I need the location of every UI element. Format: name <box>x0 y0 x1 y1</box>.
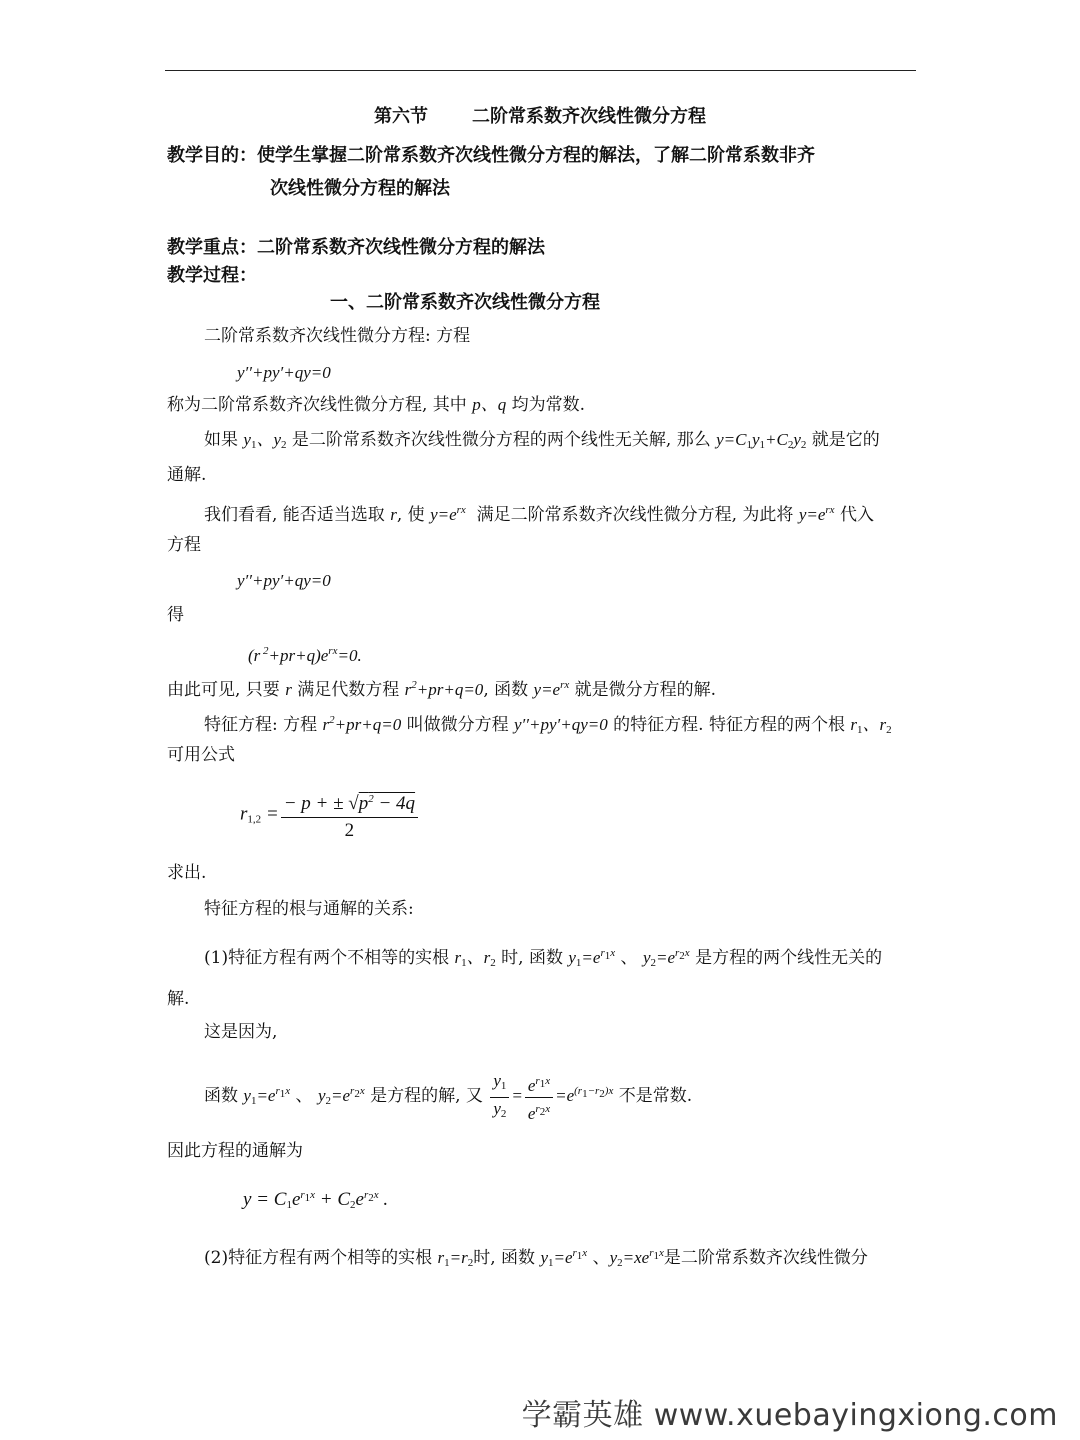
paragraph-1: 二阶常系数齐次线性微分方程: 方程 <box>204 326 471 346</box>
paragraph-6: 由此可见, 只要 r 满足代数方程 $r^2+pr+q=0$, 函数 $y=e^{rx}$ 就是微分方程的解. <box>167 679 717 700</box>
section-topic: 二阶常系数齐次线性微分方程 <box>472 106 706 127</box>
paragraph-7-cont: 可用公式 <box>167 745 235 765</box>
paragraph-2: 称为二阶常系数齐次线性微分方程, 其中 p、q 均为常数. <box>167 395 586 415</box>
section-number: 第六节 <box>374 106 428 127</box>
objective-line-1: 教学目的：使学生掌握二阶常系数齐次线性微分方程的解法，了解二阶常系数非齐 <box>167 145 815 166</box>
paragraph-3: 如果 $y_1$、$y_2$ 是二阶常系数齐次线性微分方程的两个线性无关解, 那么 $y=C_1y_1+C_2y_2$ 就是它的 <box>204 430 880 451</box>
root-formula: $r_{1,2}$ = $\frac{- p + \pm √p^2 - 4q}{2}$ <box>240 787 420 843</box>
paragraph-14: (2)特征方程有两个相等的实根 $r_1=r_2$时, 函数 $y_1=e^{r_1x}$ 、$y_2=xe^{r_1x}$是二阶常系数齐次线性微分 <box>204 1247 868 1269</box>
key-point-label: 教学重点： <box>167 237 257 258</box>
equation-3: (r $^2+pr+q)e^{rx}=0$. <box>248 645 362 665</box>
general-solution: $y = C_1e^{r_1x} + C_2e^{r_2x}$ . <box>243 1189 389 1211</box>
paragraph-8: 求出. <box>167 863 207 883</box>
watermark: 学霸英雄 www.xuebayingxiong.com <box>521 1398 1058 1433</box>
equation-2: y′′+py′+qy=0 <box>237 571 331 590</box>
objective-line-2: 次线性微分方程的解法 <box>270 178 450 199</box>
paragraph-10: (1)特征方程有两个不相等的实根 $r_1$、$r_2$ 时, 函数 $y_1=e^{r_1x}$ 、 $y_2=e^{r_2x}$ 是方程的两个线性无关的 <box>204 947 883 969</box>
paragraph-12: 函数 $y_1=e^{r_1x}$ 、 $y_2=e^{r_2x}$ 是方程的解, 又 $\frac{y_1}{y_2}$ = $\frac{e^{r_1x}}{e^{r_2x}}$ $=e^{(r_1-r_2)x}$ 不是常数. <box>204 1070 693 1123</box>
paragraph-5: 得 <box>167 605 184 625</box>
paragraph-7: 特征方程: 方程 $r^2+pr+q=0$ 叫做微分方程 y′′+py′+qy=0 的特征方程. 特征方程的两个根 $r_1$、$r_2$ <box>204 714 892 736</box>
header-rule <box>165 70 916 71</box>
equation-1: y′′+py′+qy=0 <box>237 363 331 382</box>
paragraph-4-cont: 方程 <box>167 535 201 555</box>
key-point: 教学重点：二阶常系数齐次线性微分方程的解法 <box>167 237 545 258</box>
paragraph-4: 我们看看, 能否适当选取 r, 使 $y=e^{rx}$ 满足二阶常系数齐次线性微分方程, 为此将 $y=e^{rx}$ 代入 <box>204 504 874 525</box>
paragraph-13: 因此方程的通解为 <box>167 1141 303 1161</box>
page-title <box>0 106 1080 128</box>
process-label: 教学过程： <box>167 265 257 286</box>
paragraph-11: 这是因为, <box>204 1022 278 1042</box>
paragraph-3-cont: 通解. <box>167 465 207 485</box>
objective-label: 教学目的： <box>167 145 257 166</box>
paragraph-9: 特征方程的根与通解的关系: <box>204 899 414 919</box>
section-heading: 一、二阶常系数齐次线性微分方程 <box>330 292 600 313</box>
paragraph-10-cont: 解. <box>167 989 190 1009</box>
